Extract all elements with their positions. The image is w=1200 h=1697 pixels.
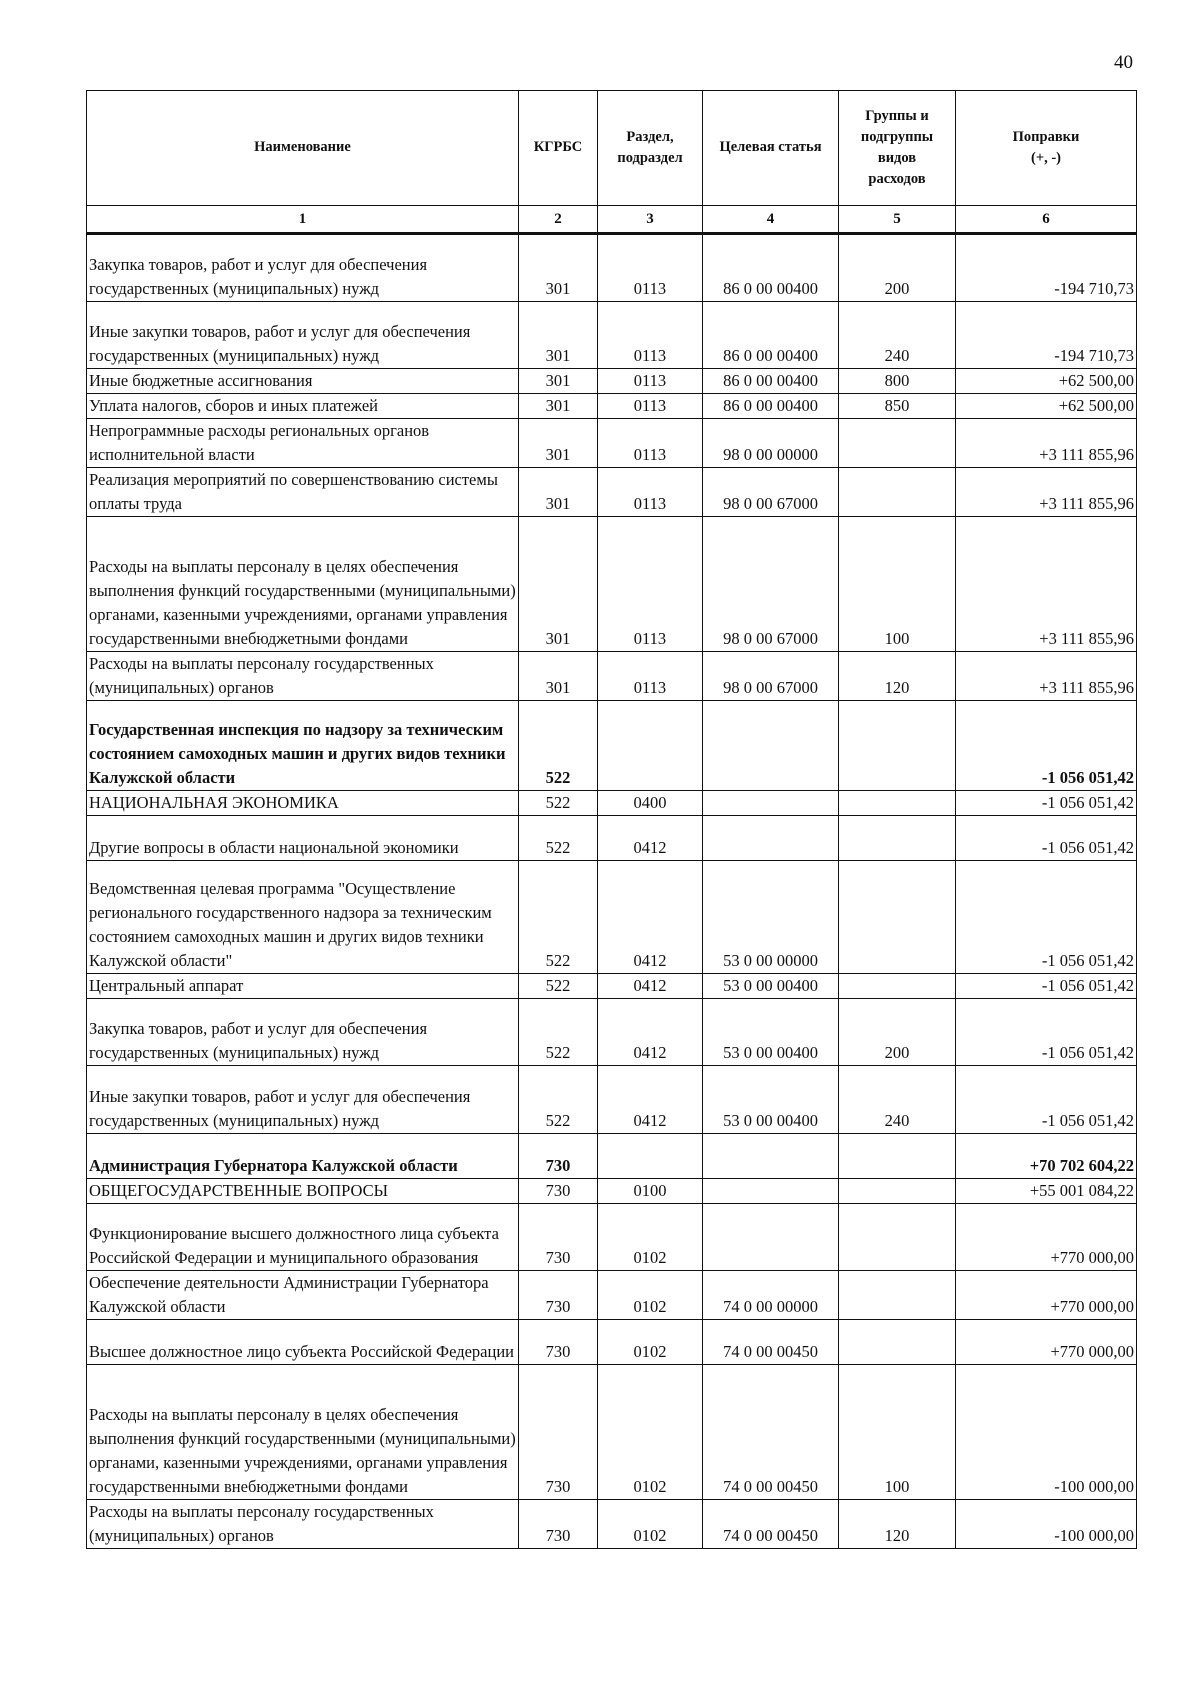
cell-name: Расходы на выплаты персоналу в целях обеспечения выполнения функций государственными (муниципальными) органами, казенными учреждениями, органами управления государственными внебюджетными фондами [87,517,519,652]
table-row [87,419,1137,468]
cell-amount: +70 702 604,22 [956,1133,1137,1178]
cell-name: Закупка товаров, работ и услуг для обеспечения государственных (муниципальных) нужд [87,234,519,302]
cell-group: 120 [839,652,956,701]
cell-group [839,791,956,816]
cell-target: 98 0 00 00000 [703,419,839,468]
cell-name: Расходы на выплаты персоналу в целях обеспечения выполнения функций государственными (муниципальными) органами, казенными учреждениями, органами управления государственными внебюджетными фондами [87,1365,519,1500]
table-row [87,1500,1137,1549]
header-target: Целевая статья [703,91,839,206]
cell-group: 850 [839,394,956,419]
cell-amount: +770 000,00 [956,1203,1137,1271]
cell-target: 98 0 00 67000 [703,652,839,701]
header-section: Раздел, подраздел [598,91,703,206]
cell-name: Уплата налогов, сборов и иных платежей [87,394,519,419]
header-kgrbs: КГРБС [519,91,598,206]
table-row [87,369,1137,394]
cell-target: 86 0 00 00400 [703,369,839,394]
cell-section: 0412 [598,973,703,998]
cell-section: 0102 [598,1203,703,1271]
cell-section: 0102 [598,1320,703,1365]
cell-amount: -1 056 051,42 [956,1066,1137,1134]
table-row [87,1271,1137,1320]
cell-target: 86 0 00 00400 [703,394,839,419]
cell-kgrbs: 301 [519,419,598,468]
cell-target: 74 0 00 00000 [703,1271,839,1320]
cell-section: 0412 [598,1066,703,1134]
cell-target: 53 0 00 00400 [703,998,839,1066]
cell-group [839,1178,956,1203]
cell-group [839,816,956,861]
table-row [87,1320,1137,1365]
cell-name: Администрация Губернатора Калужской области [87,1133,519,1178]
column-number: 1 [87,206,519,234]
column-number-row [87,206,1137,234]
cell-group: 100 [839,517,956,652]
cell-section: 0113 [598,301,703,369]
cell-section: 0113 [598,234,703,302]
column-number: 4 [703,206,839,234]
cell-group [839,1320,956,1365]
cell-kgrbs: 301 [519,394,598,419]
cell-name: Непрограммные расходы региональных органов исполнительной власти [87,419,519,468]
cell-amount: -194 710,73 [956,301,1137,369]
cell-group: 200 [839,234,956,302]
table-row [87,1133,1137,1178]
cell-kgrbs: 730 [519,1271,598,1320]
cell-amount: +3 111 855,96 [956,468,1137,517]
cell-target [703,1133,839,1178]
cell-amount: +770 000,00 [956,1320,1137,1365]
column-number: 5 [839,206,956,234]
cell-section: 0113 [598,394,703,419]
cell-name: Центральный аппарат [87,973,519,998]
cell-target: 86 0 00 00400 [703,234,839,302]
table-row [87,234,1137,302]
cell-section: 0113 [598,419,703,468]
cell-section: 0113 [598,652,703,701]
cell-amount: -194 710,73 [956,234,1137,302]
cell-name: Расходы на выплаты персоналу государственных (муниципальных) органов [87,652,519,701]
cell-group [839,1203,956,1271]
cell-section: 0113 [598,369,703,394]
cell-group: 240 [839,301,956,369]
table-row [87,1203,1137,1271]
header-row [87,91,1137,206]
cell-amount: -1 056 051,42 [956,998,1137,1066]
table-row [87,1066,1137,1134]
cell-name: Ведомственная целевая программа "Осуществление регионального государственного надзора за техническим состоянием самоходных машин и других видов техники Калужской области" [87,861,519,974]
cell-amount: -100 000,00 [956,1365,1137,1500]
cell-kgrbs: 522 [519,701,598,791]
cell-name: ОБЩЕГОСУДАРСТВЕННЫЕ ВОПРОСЫ [87,1178,519,1203]
budget-amendments-table [86,90,1137,1549]
table-row [87,652,1137,701]
cell-section: 0102 [598,1500,703,1549]
cell-section: 0113 [598,517,703,652]
table-row [87,791,1137,816]
cell-amount: +62 500,00 [956,369,1137,394]
cell-section: 0412 [598,861,703,974]
cell-amount: +3 111 855,96 [956,517,1137,652]
header-amendments: Поправки (+, -) [956,91,1137,206]
cell-kgrbs: 730 [519,1178,598,1203]
cell-name: Обеспечение деятельности Администрации Губернатора Калужской области [87,1271,519,1320]
cell-amount: -1 056 051,42 [956,791,1137,816]
cell-name: Функционирование высшего должностного лица субъекта Российской Федерации и муниципального образования [87,1203,519,1271]
cell-amount: +3 111 855,96 [956,419,1137,468]
cell-name: Закупка товаров, работ и услуг для обеспечения государственных (муниципальных) нужд [87,998,519,1066]
cell-target [703,791,839,816]
cell-section [598,1133,703,1178]
cell-name: Другие вопросы в области национальной экономики [87,816,519,861]
cell-kgrbs: 730 [519,1500,598,1549]
cell-target: 53 0 00 00400 [703,1066,839,1134]
table-row [87,1178,1137,1203]
table-row [87,701,1137,791]
cell-kgrbs: 301 [519,517,598,652]
table-row [87,301,1137,369]
column-number: 2 [519,206,598,234]
cell-kgrbs: 522 [519,1066,598,1134]
cell-kgrbs: 301 [519,369,598,394]
cell-group [839,468,956,517]
cell-kgrbs: 522 [519,791,598,816]
table-body [87,234,1137,1549]
cell-section: 0100 [598,1178,703,1203]
cell-kgrbs: 730 [519,1203,598,1271]
cell-section [598,701,703,791]
column-number: 3 [598,206,703,234]
cell-kgrbs: 522 [519,998,598,1066]
cell-amount: +3 111 855,96 [956,652,1137,701]
cell-group: 800 [839,369,956,394]
cell-target: 86 0 00 00400 [703,301,839,369]
cell-section: 0102 [598,1365,703,1500]
cell-name: Расходы на выплаты персоналу государственных (муниципальных) органов [87,1500,519,1549]
table-row [87,861,1137,974]
column-number: 6 [956,206,1137,234]
cell-group: 100 [839,1365,956,1500]
cell-target: 74 0 00 00450 [703,1320,839,1365]
cell-kgrbs: 730 [519,1320,598,1365]
cell-section: 0412 [598,816,703,861]
cell-kgrbs: 730 [519,1365,598,1500]
cell-name: Иные закупки товаров, работ и услуг для обеспечения государственных (муниципальных) нужд [87,301,519,369]
cell-amount: +62 500,00 [956,394,1137,419]
cell-name: Высшее должностное лицо субъекта Российской Федерации [87,1320,519,1365]
cell-target: 98 0 00 67000 [703,468,839,517]
cell-section: 0113 [598,468,703,517]
cell-amount: +770 000,00 [956,1271,1137,1320]
cell-kgrbs: 301 [519,234,598,302]
cell-kgrbs: 730 [519,1133,598,1178]
cell-kgrbs: 301 [519,652,598,701]
cell-name: Реализация мероприятий по совершенствованию системы оплаты труда [87,468,519,517]
cell-target: 98 0 00 67000 [703,517,839,652]
cell-name: Иные закупки товаров, работ и услуг для обеспечения государственных (муниципальных) нужд [87,1066,519,1134]
cell-amount: -1 056 051,42 [956,701,1137,791]
table-row [87,394,1137,419]
page-number: 40 [1114,52,1133,73]
cell-target: 53 0 00 00000 [703,861,839,974]
cell-section: 0400 [598,791,703,816]
header-name: Наименование [87,91,519,206]
table-row [87,517,1137,652]
table-row [87,468,1137,517]
cell-group [839,419,956,468]
cell-name: Иные бюджетные ассигнования [87,369,519,394]
cell-kgrbs: 522 [519,861,598,974]
cell-group [839,1271,956,1320]
cell-amount: -100 000,00 [956,1500,1137,1549]
table-row [87,973,1137,998]
cell-group [839,861,956,974]
cell-amount: -1 056 051,42 [956,861,1137,974]
cell-amount: -1 056 051,42 [956,816,1137,861]
cell-name: НАЦИОНАЛЬНАЯ ЭКОНОМИКА [87,791,519,816]
cell-target [703,816,839,861]
cell-target [703,1203,839,1271]
cell-group: 120 [839,1500,956,1549]
cell-group [839,1133,956,1178]
cell-target: 74 0 00 00450 [703,1365,839,1500]
cell-amount: +55 001 084,22 [956,1178,1137,1203]
cell-group: 200 [839,998,956,1066]
cell-name: Государственная инспекция по надзору за техническим состоянием самоходных машин и других видов техники Калужской области [87,701,519,791]
cell-section: 0102 [598,1271,703,1320]
cell-kgrbs: 522 [519,973,598,998]
cell-target [703,701,839,791]
cell-amount: -1 056 051,42 [956,973,1137,998]
header-groups: Группы и подгруппы видов расходов [839,91,956,206]
cell-target: 53 0 00 00400 [703,973,839,998]
cell-kgrbs: 522 [519,816,598,861]
cell-group: 240 [839,1066,956,1134]
table-row [87,998,1137,1066]
table-row [87,816,1137,861]
table-row [87,1365,1137,1500]
cell-section: 0412 [598,998,703,1066]
cell-group [839,973,956,998]
cell-target [703,1178,839,1203]
cell-kgrbs: 301 [519,468,598,517]
cell-target: 74 0 00 00450 [703,1500,839,1549]
cell-kgrbs: 301 [519,301,598,369]
cell-group [839,701,956,791]
